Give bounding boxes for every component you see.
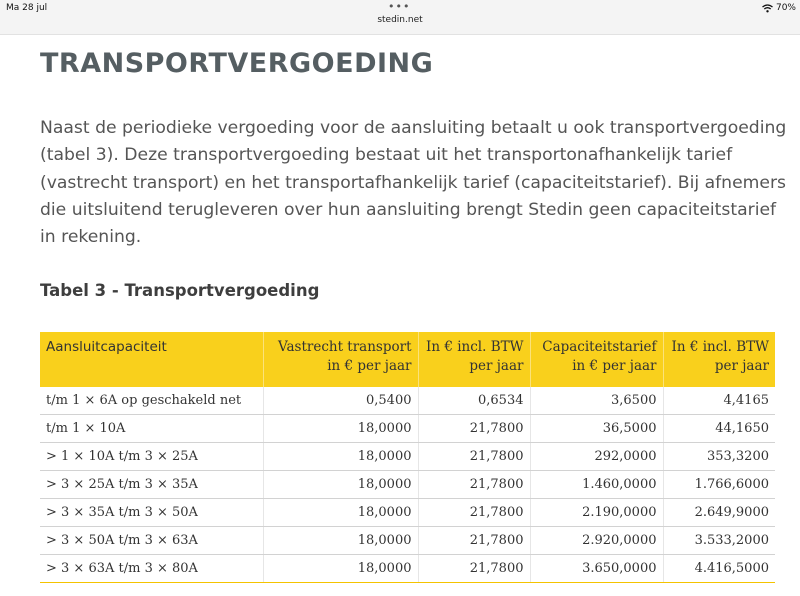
header-capaciteitstarief-incl-btw: In € incl. BTW per jaar	[663, 332, 775, 387]
wifi-icon	[762, 4, 773, 13]
intro-line: die uitsluitend terugleveren over hun aansluiting brengt Stedin geen capaciteitstarief	[40, 199, 777, 220]
table-header-row	[40, 332, 775, 387]
cell-capaciteit: 2.190,0000	[530, 499, 663, 527]
cell-vastrecht: 18,0000	[263, 499, 418, 527]
intro-line: Naast de periodieke vergoeding voor de aansluiting betaalt u ook transportvergoeding	[40, 118, 787, 138]
page-heading: TRANSPORTVERGOEDING	[40, 48, 434, 79]
cell-capacity: > 1 × 10A t/m 3 × 25A	[40, 443, 263, 471]
cell-capaciteit-btw: 1.766,6000	[663, 471, 775, 499]
cell-vastrecht: 18,0000	[263, 555, 418, 583]
cell-vastrecht-btw: 21,7800	[418, 443, 530, 471]
cell-vastrecht-btw: 21,7800	[418, 499, 530, 527]
cell-capacity: > 3 × 35A t/m 3 × 50A	[40, 499, 263, 527]
cell-capaciteit: 36,5000	[530, 415, 663, 443]
more-dots-icon[interactable]: •••	[388, 0, 411, 13]
table-title: Tabel 3 - Transportvergoeding	[40, 281, 320, 300]
cell-capacity: > 3 × 50A t/m 3 × 63A	[40, 527, 263, 555]
cell-capacity: t/m 1 × 6A op geschakeld net	[40, 387, 263, 415]
cell-vastrecht: 18,0000	[263, 471, 418, 499]
cell-capaciteit-btw: 353,3200	[663, 443, 775, 471]
intro-line: (tabel 3). Deze transportvergoeding bestaat uit het transportonafhankelijk tarief	[40, 145, 733, 166]
table-row	[40, 471, 775, 499]
cell-capaciteit: 2.920,0000	[530, 527, 663, 555]
battery-percentage: 70%	[775, 3, 796, 13]
cell-vastrecht-btw: 21,7800	[418, 527, 530, 555]
cell-vastrecht: 18,0000	[263, 443, 418, 471]
header-vastrecht-incl-btw: In € incl. BTW per jaar	[418, 332, 530, 387]
cell-capaciteit: 1.460,0000	[530, 471, 663, 499]
transport-table	[40, 332, 775, 583]
header-aansluitcapaciteit: Aansluitcapaciteit	[40, 332, 263, 387]
table-row	[40, 443, 775, 471]
table-row	[40, 415, 775, 443]
cell-vastrecht: 18,0000	[263, 527, 418, 555]
cell-capaciteit: 3,6500	[530, 387, 663, 415]
cell-capaciteit: 3.650,0000	[530, 555, 663, 583]
cell-vastrecht-btw: 0,6534	[418, 387, 530, 415]
status-time: Ma 28 jul	[6, 3, 48, 13]
cell-vastrecht-btw: 21,7800	[418, 415, 530, 443]
cell-vastrecht: 0,5400	[263, 387, 418, 415]
table-row	[40, 555, 775, 583]
status-bar	[0, 0, 800, 35]
table-row	[40, 527, 775, 555]
table-row	[40, 499, 775, 527]
intro-line: (vastrecht transport) en het transportafhankelijk tarief (capaciteitstarief). Bij afnemers	[40, 172, 786, 193]
cell-vastrecht-btw: 21,7800	[418, 471, 530, 499]
header-vastrecht-transport: Vastrecht transport in € per jaar	[263, 332, 418, 387]
cell-capacity: t/m 1 × 10A	[40, 415, 263, 443]
cell-capaciteit-btw: 2.649,9000	[663, 499, 775, 527]
cell-capacity: > 3 × 63A t/m 3 × 80A	[40, 555, 263, 583]
address-url[interactable]: stedin.net	[377, 15, 423, 25]
cell-vastrecht-btw: 21,7800	[418, 555, 530, 583]
cell-capaciteit-btw: 4,4165	[663, 387, 775, 415]
status-right	[762, 3, 796, 13]
header-capaciteitstarief: Capaciteitstarief in € per jaar	[530, 332, 663, 387]
intro-paragraph	[40, 115, 787, 251]
cell-capaciteit-btw: 4.416,5000	[663, 555, 775, 583]
cell-vastrecht: 18,0000	[263, 415, 418, 443]
cell-capacity: > 3 × 25A t/m 3 × 35A	[40, 471, 263, 499]
cell-capaciteit-btw: 3.533,2000	[663, 527, 775, 555]
table-row	[40, 387, 775, 415]
cell-capaciteit-btw: 44,1650	[663, 415, 775, 443]
intro-line: in rekening.	[40, 227, 142, 248]
cell-capaciteit: 292,0000	[530, 443, 663, 471]
